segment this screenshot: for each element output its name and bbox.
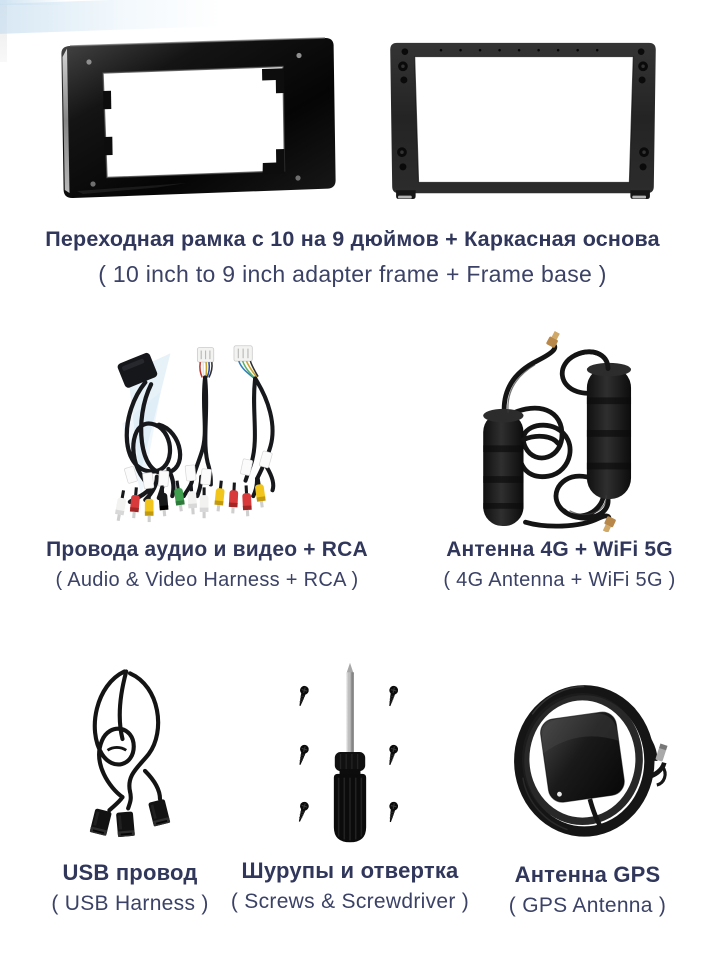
middle-products-row xyxy=(0,330,705,592)
frame-base-image xyxy=(377,37,669,201)
usb-harness-title-ru: USB провод xyxy=(62,860,198,885)
usb-harness-image xyxy=(55,658,205,850)
gps-antenna-image xyxy=(502,666,674,852)
gps-antenna-title-ru: Антенна GPS xyxy=(514,862,661,887)
av-harness-item xyxy=(0,330,414,592)
usb-harness-item xyxy=(30,658,230,918)
antenna-4g-title-en: ( 4G Antenna + WiFi 5G ) xyxy=(443,569,676,591)
usb-harness-title-en: ( USB Harness ) xyxy=(51,892,209,915)
gps-antenna-title-en: ( GPS Antenna ) xyxy=(508,894,667,917)
frames-photo-row xyxy=(0,0,705,205)
screws-title-en: ( Screws & Screwdriver ) xyxy=(230,890,470,913)
gps-antenna-item xyxy=(470,658,705,918)
antenna-4g-item xyxy=(414,330,705,592)
antenna-4g-image xyxy=(464,330,656,532)
av-harness-title-en: ( Audio & Video Harness + RCA ) xyxy=(55,569,359,591)
adapter-frame-image xyxy=(37,33,349,205)
screws-item xyxy=(230,658,470,918)
frames-title-ru: Переходная рамка с 10 на 9 дюймов + Каркасная основа xyxy=(45,227,660,251)
frames-title-en: ( 10 inch to 9 inch adapter frame + Frame base ) xyxy=(98,261,607,287)
screws-title-ru: Шурупы и отвертка xyxy=(241,858,459,883)
av-harness-image xyxy=(101,330,313,532)
antenna-4g-title-ru: Антенна 4G + WiFi 5G xyxy=(446,538,673,561)
bottom-products-row xyxy=(0,658,705,918)
av-harness-title-ru: Провода аудио и видео + RCA xyxy=(46,538,368,561)
screws-screwdriver-image xyxy=(276,658,424,848)
